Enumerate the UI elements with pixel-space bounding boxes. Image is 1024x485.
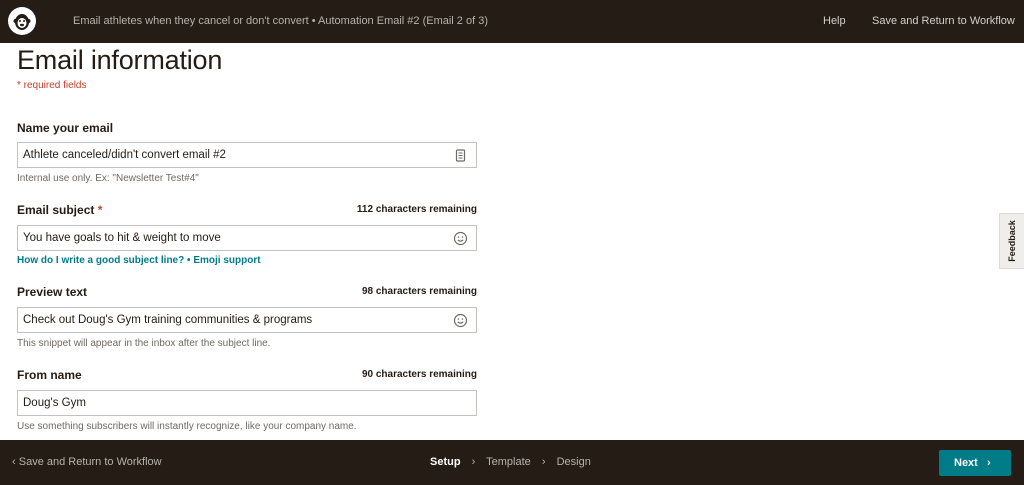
feedback-label: Feedback (1007, 220, 1017, 262)
subject-char-counter: 112 characters remaining (356, 204, 477, 215)
name-email-label: Name your email (17, 121, 114, 135)
help-link[interactable]: Help (823, 15, 846, 27)
feedback-tab[interactable] (999, 213, 1024, 269)
subject-line-help-link[interactable]: How do I write a good subject line? (17, 255, 185, 266)
page-title: Email information (17, 45, 223, 75)
from-name-help: Use something subscribers will instantly recognize, like your company name. (17, 421, 357, 432)
from-name-value: Doug's Gym (23, 397, 86, 409)
preview-text-label: Preview text (17, 285, 88, 299)
wizard-steps (430, 456, 591, 468)
email-subject-label-text: Email subject (17, 203, 95, 217)
from-name-char-counter: 90 characters remaining (361, 369, 477, 380)
preview-text-value: Check out Doug's Gym training communities & programs (23, 314, 313, 326)
email-name-help: Internal use only. Ex: "Newsletter Test#4" (17, 173, 199, 184)
save-and-return-link[interactable]: Save and Return to Workflow (872, 15, 1015, 27)
from-name-field[interactable] (17, 390, 477, 416)
bottom-bar (0, 440, 1024, 485)
chevron-right-icon: › (987, 457, 991, 469)
required-fields-note: * required fields (17, 80, 87, 91)
email-subject-value: You have goals to hit & weight to move (23, 232, 221, 244)
link-separator: • (187, 255, 191, 266)
save-and-return-footer-label: Save and Return to Workflow (18, 456, 162, 468)
step-design[interactable]: Design (556, 456, 591, 468)
from-name-label: From name (17, 368, 82, 382)
email-subject-field[interactable] (17, 225, 477, 251)
next-button-label: Next (954, 457, 978, 469)
breadcrumb: Email athletes when they cancel or don't convert • Automation Email #2 (Email 2 of 3) (73, 15, 488, 27)
step-setup[interactable]: Setup (430, 456, 461, 468)
email-name-value: Athlete canceled/didn't convert email #2 (23, 149, 226, 161)
top-bar (0, 0, 1024, 43)
emoji-support-link[interactable]: Emoji support (193, 255, 261, 266)
chevron-right-icon: › (471, 456, 476, 468)
save-and-return-footer-link[interactable] (12, 456, 162, 468)
subject-help-links (17, 255, 261, 266)
id-card-icon[interactable] (453, 148, 468, 163)
chevron-right-icon: › (541, 456, 546, 468)
preview-text-field[interactable] (17, 307, 477, 333)
preview-char-counter: 98 characters remaining (361, 286, 477, 297)
email-name-field[interactable] (17, 142, 477, 168)
required-asterisk: * (97, 203, 103, 217)
email-subject-label (17, 203, 102, 217)
chevron-left-icon: ‹ (12, 456, 16, 468)
step-template[interactable]: Template (486, 456, 531, 468)
next-button[interactable] (939, 450, 1011, 476)
smiley-icon[interactable] (453, 313, 468, 328)
smiley-icon[interactable] (453, 231, 468, 246)
mailchimp-logo-icon[interactable] (8, 7, 36, 35)
preview-text-help: This snippet will appear in the inbox after the subject line. (17, 338, 271, 349)
